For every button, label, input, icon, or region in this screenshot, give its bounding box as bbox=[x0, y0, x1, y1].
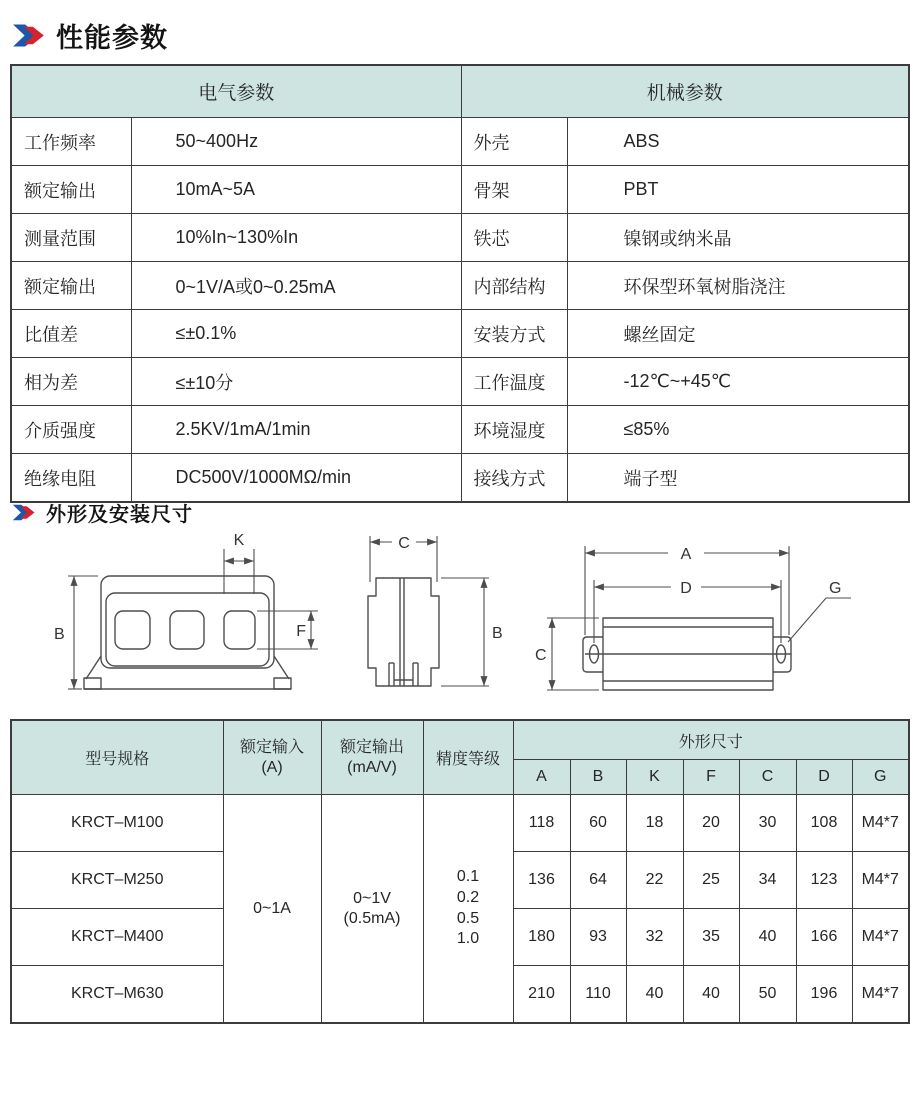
spec-row bbox=[11, 454, 909, 503]
dim-cell: 40 bbox=[739, 909, 796, 966]
spec-e-label: 额定输出 bbox=[11, 166, 131, 214]
accuracy-value: 0.1 bbox=[456, 867, 480, 885]
accuracy-cell bbox=[423, 795, 513, 1024]
dim-cell: 30 bbox=[739, 795, 796, 852]
rated-input-cell: 0~1A bbox=[223, 795, 321, 1024]
spec-e-label: 介质强度 bbox=[11, 406, 131, 454]
spec-header-mechanical: 机械参数 bbox=[461, 65, 909, 118]
dim-letter-a: A bbox=[513, 760, 570, 795]
spec-row bbox=[11, 166, 909, 214]
rated-output-cell bbox=[321, 795, 423, 1024]
dim-cell: 118 bbox=[513, 795, 570, 852]
col-rated-output-unit: (mA/V) bbox=[347, 758, 397, 776]
dim-cell: 123 bbox=[796, 852, 852, 909]
dim-letter-k: K bbox=[626, 760, 683, 795]
dim-cell: 93 bbox=[570, 909, 626, 966]
spec-e-label: 绝缘电阻 bbox=[11, 454, 131, 503]
dim-cell: 32 bbox=[626, 909, 683, 966]
dim-letter-d: D bbox=[796, 760, 852, 795]
dim-cell: 196 bbox=[796, 966, 852, 1024]
accuracy-value: 0.5 bbox=[456, 909, 480, 927]
spec-e-label: 比值差 bbox=[11, 310, 131, 358]
dim-letter-f: F bbox=[683, 760, 739, 795]
dim-cell: 35 bbox=[683, 909, 739, 966]
dim-label-g: G bbox=[829, 580, 842, 597]
section-performance-heading bbox=[12, 16, 168, 55]
dim-cell: 180 bbox=[513, 909, 570, 966]
spec-m-value: 端子型 bbox=[567, 454, 909, 503]
spec-e-value: 10%In~130%In bbox=[131, 214, 461, 262]
dim-cell: 18 bbox=[626, 795, 683, 852]
dim-cell: M4*7 bbox=[852, 852, 909, 909]
spec-m-value: 镍钢或纳米晶 bbox=[567, 214, 909, 262]
dim-letter-b: B bbox=[570, 760, 626, 795]
spec-m-value: ≤85% bbox=[567, 406, 909, 454]
double-chevron-icon bbox=[12, 503, 36, 522]
spec-m-value: ABS bbox=[567, 118, 909, 166]
spec-m-value: 螺丝固定 bbox=[567, 310, 909, 358]
front-view-drawing bbox=[32, 532, 332, 708]
col-model-header: 型号规格 bbox=[11, 720, 223, 795]
dim-row bbox=[11, 795, 909, 852]
col-rated-output-header bbox=[321, 720, 423, 795]
spec-m-label: 骨架 bbox=[461, 166, 567, 214]
accuracy-value: 0.2 bbox=[456, 888, 480, 906]
spec-header-electrical: 电气参数 bbox=[11, 65, 461, 118]
col-outline-header: 外形尺寸 bbox=[513, 720, 909, 760]
dim-header-row-1 bbox=[11, 720, 909, 760]
dim-cell: 40 bbox=[626, 966, 683, 1024]
spec-e-value: ≤±0.1% bbox=[131, 310, 461, 358]
double-chevron-icon bbox=[12, 22, 46, 49]
dim-label-d: D bbox=[680, 580, 692, 597]
section-dimensions-heading bbox=[12, 498, 193, 527]
dim-cell: 22 bbox=[626, 852, 683, 909]
spec-m-label: 安装方式 bbox=[461, 310, 567, 358]
dim-label-b: B bbox=[492, 625, 503, 642]
dim-cell: 20 bbox=[683, 795, 739, 852]
dim-cell: M4*7 bbox=[852, 909, 909, 966]
dim-cell: 60 bbox=[570, 795, 626, 852]
spec-m-value: 环保型环氧树脂浇注 bbox=[567, 262, 909, 310]
spec-m-label: 外壳 bbox=[461, 118, 567, 166]
section-performance-title: 性能参数 bbox=[56, 23, 168, 53]
dim-cell: 108 bbox=[796, 795, 852, 852]
spec-header-row bbox=[11, 65, 909, 118]
dim-cell: 210 bbox=[513, 966, 570, 1024]
dim-cell: 40 bbox=[683, 966, 739, 1024]
spec-m-label: 接线方式 bbox=[461, 454, 567, 503]
dim-cell: M4*7 bbox=[852, 966, 909, 1024]
dim-cell: M4*7 bbox=[852, 795, 909, 852]
dim-label-f: F bbox=[296, 623, 306, 640]
top-view-drawing bbox=[533, 518, 918, 703]
spec-m-label: 环境湿度 bbox=[461, 406, 567, 454]
model-cell: KRCT–M250 bbox=[11, 852, 223, 909]
dim-cell: 136 bbox=[513, 852, 570, 909]
spec-e-label: 测量范围 bbox=[11, 214, 131, 262]
col-accuracy-header: 精度等级 bbox=[423, 720, 513, 795]
dim-cell: 50 bbox=[739, 966, 796, 1024]
dim-cell: 166 bbox=[796, 909, 852, 966]
accuracy-value: 1.0 bbox=[456, 930, 480, 948]
col-rated-input-unit: (A) bbox=[261, 758, 283, 776]
spec-e-label: 工作频率 bbox=[11, 118, 131, 166]
spec-row bbox=[11, 358, 909, 406]
dim-cell: 64 bbox=[570, 852, 626, 909]
spec-e-value: DC500V/1000MΩ/min bbox=[131, 454, 461, 503]
dim-label-c: C bbox=[535, 647, 547, 664]
spec-row bbox=[11, 310, 909, 358]
spec-e-value: 10mA~5A bbox=[131, 166, 461, 214]
dim-label-k: K bbox=[233, 532, 245, 549]
side-view-drawing bbox=[345, 522, 537, 708]
spec-m-label: 铁芯 bbox=[461, 214, 567, 262]
col-rated-input-header bbox=[223, 720, 321, 795]
spec-e-value: 2.5KV/1mA/1min bbox=[131, 406, 461, 454]
spec-m-value: -12℃~+45℃ bbox=[567, 358, 909, 406]
spec-e-value: 0~1V/A或0~0.25mA bbox=[131, 262, 461, 310]
dim-label-b: B bbox=[54, 626, 65, 643]
model-cell: KRCT–M400 bbox=[11, 909, 223, 966]
spec-table bbox=[10, 64, 910, 503]
spec-e-label: 相为差 bbox=[11, 358, 131, 406]
dim-cell: 34 bbox=[739, 852, 796, 909]
model-cell: KRCT–M100 bbox=[11, 795, 223, 852]
spec-row bbox=[11, 406, 909, 454]
spec-row bbox=[11, 214, 909, 262]
spec-e-value: 50~400Hz bbox=[131, 118, 461, 166]
spec-row bbox=[11, 262, 909, 310]
rated-output-line1: 0~1V bbox=[353, 889, 391, 907]
model-cell: KRCT–M630 bbox=[11, 966, 223, 1024]
spec-m-label: 工作温度 bbox=[461, 358, 567, 406]
col-rated-output-label: 额定输出 bbox=[339, 738, 404, 756]
spec-m-value: PBT bbox=[567, 166, 909, 214]
dim-label-c: C bbox=[398, 535, 410, 552]
dimension-table bbox=[10, 719, 910, 1024]
spec-m-label: 内部结构 bbox=[461, 262, 567, 310]
dim-label-a: A bbox=[680, 546, 692, 563]
spec-row bbox=[11, 118, 909, 166]
dim-cell: 25 bbox=[683, 852, 739, 909]
col-rated-input-label: 额定输入 bbox=[239, 738, 304, 756]
dim-letter-g: G bbox=[852, 760, 909, 795]
dim-cell: 110 bbox=[570, 966, 626, 1024]
spec-e-label: 额定输出 bbox=[11, 262, 131, 310]
spec-e-value: ≤±10分 bbox=[131, 358, 461, 406]
dim-letter-c: C bbox=[739, 760, 796, 795]
rated-output-line2: (0.5mA) bbox=[343, 909, 401, 927]
section-dimensions-title: 外形及安装尺寸 bbox=[46, 504, 193, 526]
